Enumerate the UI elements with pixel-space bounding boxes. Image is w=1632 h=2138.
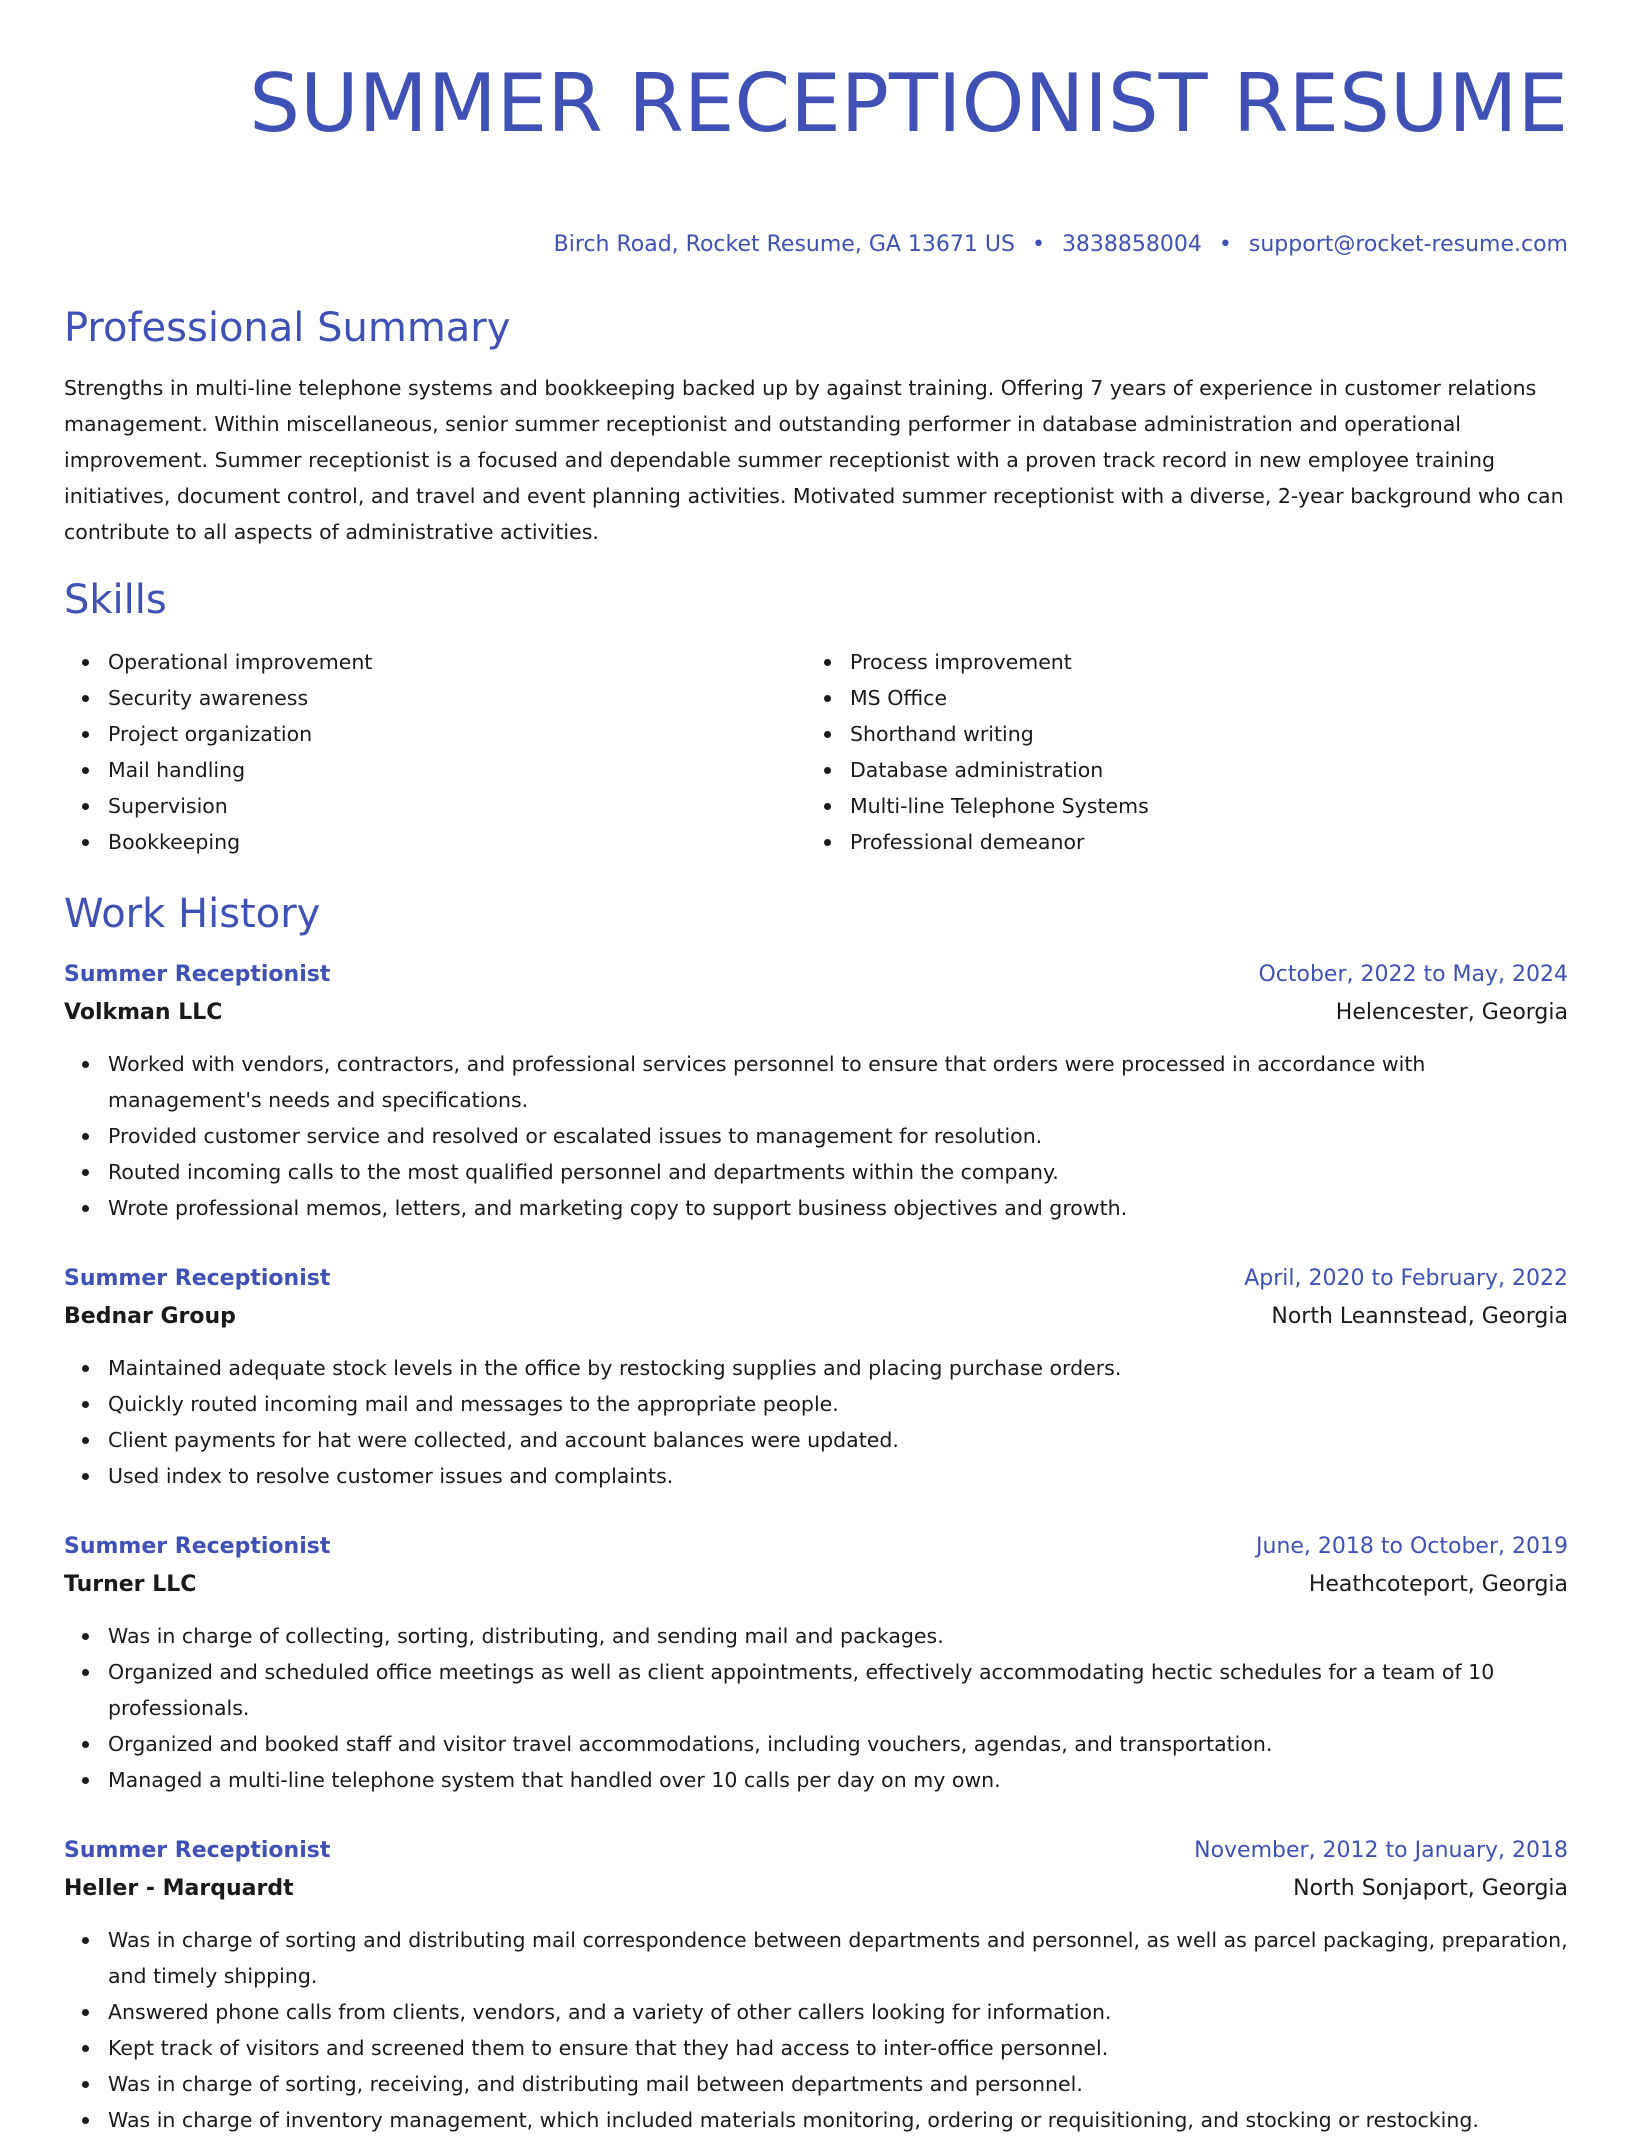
skill-item: Process improvement — [806, 644, 1548, 680]
contact-line — [64, 230, 1568, 260]
skill-item: Database administration — [806, 752, 1548, 788]
contact-separator: • — [1218, 232, 1232, 257]
job-header — [64, 1528, 1568, 1566]
job-subheader — [64, 994, 1568, 1032]
job-duty: Routed incoming calls to the most qualified personnel and departments within the company. — [64, 1154, 1568, 1190]
job-duty: Answered phone calls from clients, vendors, and a variety of other callers looking for information. — [64, 1994, 1568, 2030]
summary-paragraph: Strengths in multi-line telephone systems and bookkeeping backed up by against training. Offering 7 years of experience in customer relations management. Within miscellaneous, senior summer receptionist and outstanding performer in database administration and operational improvement. Summer receptionist is a focused and dependable summer receptionist with a proven track record in new employee training initiatives, document control, and travel and event planning activities. Motivated summer receptionist with a diverse, 2-year background who can contribute to all aspects of administrative activities. — [64, 376, 1564, 544]
skill-item: Professional demeanor — [806, 824, 1548, 860]
skill-item: Operational improvement — [64, 644, 806, 680]
section-heading-work-history: Work History — [64, 891, 321, 937]
skill-item: Supervision — [64, 788, 806, 824]
skills-list-right — [806, 644, 1548, 860]
job-duty: Managed a multi-line telephone system that handled over 10 calls per day on my own. — [64, 1762, 1568, 1798]
job-header — [64, 956, 1568, 994]
section-heading-summary: Professional Summary — [64, 305, 511, 351]
job-company: Volkman LLC — [64, 1000, 223, 1025]
skill-item: Bookkeeping — [64, 824, 806, 860]
job-location: North Leannstead, Georgia — [1271, 1304, 1568, 1329]
job-duty: Organized and booked staff and visitor travel accommodations, including vouchers, agendas, and transportation. — [64, 1726, 1568, 1762]
job-subheader — [64, 1298, 1568, 1336]
job-location: Heathcoteport, Georgia — [1308, 1572, 1568, 1597]
job-duty: Was in charge of sorting and distributing mail correspondence between departments and personnel, as well as parcel packaging, preparation, and timely shipping. — [64, 1922, 1568, 1994]
job-entry — [64, 1832, 1568, 2138]
job-duty: Quickly routed incoming mail and messages to the appropriate people. — [64, 1386, 1568, 1422]
skills-grid — [64, 644, 1568, 860]
contact-address: Birch Road, Rocket Resume, GA 13671 US — [553, 232, 1015, 257]
resume-title: SUMMER RECEPTIONIST RESUME — [249, 57, 1568, 150]
job-header — [64, 1832, 1568, 1870]
job-title: Summer Receptionist — [64, 1534, 331, 1559]
job-company: Heller - Marquardt — [64, 1876, 294, 1901]
skills-list-left — [64, 644, 806, 860]
job-subheader — [64, 1870, 1568, 1908]
job-dates: October, 2022 to May, 2024 — [1258, 962, 1568, 987]
job-subheader — [64, 1566, 1568, 1604]
job-duties — [64, 1618, 1568, 1798]
job-duty: Wrote professional memos, letters, and marketing copy to support business objectives and growth. — [64, 1190, 1568, 1226]
job-entry — [64, 956, 1568, 1226]
contact-email: support@rocket-resume.com — [1248, 232, 1568, 257]
job-title: Summer Receptionist — [64, 1266, 331, 1291]
job-dates: April, 2020 to February, 2022 — [1244, 1266, 1568, 1291]
job-dates: November, 2012 to January, 2018 — [1194, 1838, 1568, 1863]
job-dates: June, 2018 to October, 2019 — [1256, 1534, 1568, 1559]
skill-item: Security awareness — [64, 680, 806, 716]
job-duties — [64, 1046, 1568, 1226]
job-duty: Client payments for hat were collected, and account balances were updated. — [64, 1422, 1568, 1458]
job-location: North Sonjaport, Georgia — [1293, 1876, 1568, 1901]
job-duty: Maintained adequate stock levels in the office by restocking supplies and placing purchase orders. — [64, 1350, 1568, 1386]
job-duties — [64, 1922, 1568, 2138]
skill-item: MS Office — [806, 680, 1548, 716]
job-duty: Was in charge of sorting, receiving, and distributing mail between departments and personnel. — [64, 2066, 1568, 2102]
job-entry — [64, 1260, 1568, 1494]
skill-item: Mail handling — [64, 752, 806, 788]
job-duties — [64, 1350, 1568, 1494]
job-duty: Worked with vendors, contractors, and professional services personnel to ensure that orders were processed in accordance with management's needs and specifications. — [64, 1046, 1568, 1118]
skill-item: Project organization — [64, 716, 806, 752]
job-duty: Used index to resolve customer issues and complaints. — [64, 1458, 1568, 1494]
contact-phone: 3838858004 — [1061, 232, 1202, 257]
skill-item: Shorthand writing — [806, 716, 1548, 752]
job-entry — [64, 1528, 1568, 1798]
job-title: Summer Receptionist — [64, 1838, 331, 1863]
job-header — [64, 1260, 1568, 1298]
resume-page — [64, 0, 1568, 2138]
contact-separator: • — [1031, 232, 1045, 257]
job-duty: Was in charge of collecting, sorting, distributing, and sending mail and packages. — [64, 1618, 1568, 1654]
job-company: Turner LLC — [64, 1572, 197, 1597]
job-title: Summer Receptionist — [64, 962, 331, 987]
section-heading-skills: Skills — [64, 577, 167, 623]
skill-item: Multi-line Telephone Systems — [806, 788, 1548, 824]
job-duty: Organized and scheduled office meetings as well as client appointments, effectively accommodating hectic schedules for a team of 10 professionals. — [64, 1654, 1568, 1726]
job-company: Bednar Group — [64, 1304, 236, 1329]
job-duty: Was in charge of inventory management, which included materials monitoring, ordering or requisitioning, and stocking or restocking. — [64, 2102, 1568, 2138]
job-duty: Kept track of visitors and screened them to ensure that they had access to inter-office personnel. — [64, 2030, 1568, 2066]
skills-column-left — [64, 644, 806, 860]
skills-column-right — [806, 644, 1548, 860]
job-location: Helencester, Georgia — [1335, 1000, 1568, 1025]
job-duty: Provided customer service and resolved or escalated issues to management for resolution. — [64, 1118, 1568, 1154]
